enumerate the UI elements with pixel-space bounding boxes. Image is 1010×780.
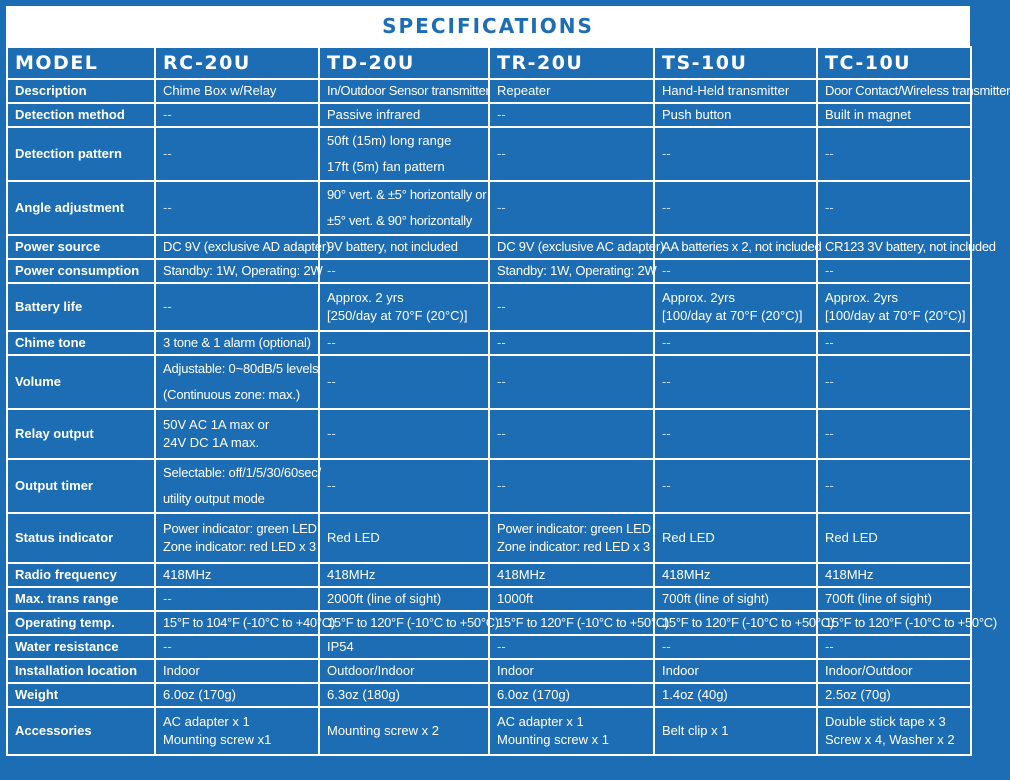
spec-value: IP54 <box>327 639 354 654</box>
spec-cell <box>155 355 319 409</box>
spec-value: 6.0oz (170g) <box>163 687 236 702</box>
spec-cell <box>817 331 971 355</box>
spec-value: -- <box>662 374 671 389</box>
spec-cell <box>489 513 654 563</box>
spec-cell <box>817 79 1010 103</box>
model-name: TS-10U <box>654 47 817 79</box>
spec-cell <box>319 235 489 259</box>
spec-cell <box>654 409 817 459</box>
spec-value: 2.5oz (70g) <box>825 687 891 702</box>
spec-value: -- <box>825 478 834 493</box>
spec-value: Indoor <box>662 663 699 678</box>
spec-cell <box>817 563 971 587</box>
spec-cell <box>155 331 319 355</box>
spec-cell <box>489 259 657 283</box>
spec-value: AA batteries x 2, not included <box>662 239 822 254</box>
spec-value: -- <box>662 335 671 350</box>
spec-value: 50V AC 1A max or 24V DC 1A max. <box>163 417 270 450</box>
spec-cell <box>319 181 489 235</box>
spec-row <box>7 611 971 635</box>
spec-row <box>7 707 971 755</box>
spec-row <box>7 587 971 611</box>
spec-value: -- <box>825 374 834 389</box>
spec-cell <box>654 513 817 563</box>
spec-row <box>7 683 971 707</box>
spec-cell <box>654 127 817 181</box>
spec-value: -- <box>327 426 336 441</box>
spec-cell <box>319 331 489 355</box>
spec-cell <box>817 683 971 707</box>
spec-value: 6.0oz (170g) <box>497 687 570 702</box>
row-label: Radio frequency <box>7 563 155 587</box>
spec-row <box>7 181 971 235</box>
spec-value: Belt clip x 1 <box>662 723 729 738</box>
spec-row <box>7 79 971 103</box>
row-label: Installation location <box>7 659 155 683</box>
spec-value: -- <box>497 299 506 314</box>
spec-cell <box>155 181 319 235</box>
row-label: Weight <box>7 683 155 707</box>
spec-cell <box>319 563 489 587</box>
spec-cell <box>489 181 654 235</box>
spec-value: Approx. 2 yrs [250/day at 70°F (20°C)] <box>327 290 468 323</box>
spec-cell <box>489 283 654 331</box>
spec-cell <box>654 181 817 235</box>
spec-cell <box>319 103 489 127</box>
spec-cell <box>319 659 489 683</box>
spec-row <box>7 103 971 127</box>
spec-value: -- <box>497 639 506 654</box>
spec-cell <box>654 103 817 127</box>
spec-cell <box>817 127 971 181</box>
spec-value: -- <box>327 263 336 278</box>
spec-value: 6.3oz (180g) <box>327 687 400 702</box>
spec-value: Standby: 1W, Operating: 2W <box>163 263 323 278</box>
spec-value: 9V battery, not included <box>327 239 458 254</box>
spec-value: 15°F to 120°F (-10°C to +50°C) <box>662 615 834 630</box>
spec-value: Double stick tape x 3 Screw x 4, Washer x 2 <box>825 714 955 747</box>
spec-value: Chime Box w/Relay <box>163 83 277 98</box>
spec-cell <box>489 683 654 707</box>
spec-value: 418MHz <box>662 567 711 582</box>
spec-value: -- <box>163 299 172 314</box>
spec-value: Built in magnet <box>825 107 911 122</box>
model-name: TR-20U <box>489 47 654 79</box>
spec-row <box>7 635 971 659</box>
spec-row <box>7 259 971 283</box>
spec-row <box>7 513 971 563</box>
row-label: Detection pattern <box>7 127 155 181</box>
spec-cell <box>489 235 665 259</box>
row-label: Output timer <box>7 459 155 513</box>
spec-cell <box>489 707 654 755</box>
spec-cell <box>817 611 997 635</box>
row-label: Status indicator <box>7 513 155 563</box>
row-label: Description <box>7 79 155 103</box>
spec-row <box>7 459 971 513</box>
spec-cell <box>654 707 817 755</box>
spec-value: -- <box>662 146 671 161</box>
spec-value: Standby: 1W, Operating: 2W <box>497 263 657 278</box>
spec-value: 418MHz <box>327 567 376 582</box>
spec-cell <box>489 459 654 513</box>
spec-cell <box>817 635 971 659</box>
row-label: Max. trans range <box>7 587 155 611</box>
spec-cell <box>654 659 817 683</box>
spec-cell <box>155 409 319 459</box>
spec-cell <box>319 587 489 611</box>
spec-cell <box>319 707 489 755</box>
spec-value: -- <box>497 374 506 389</box>
spec-value: 15°F to 120°F (-10°C to +50°C) <box>497 615 669 630</box>
spec-cell <box>319 409 489 459</box>
spec-value: Indoor <box>163 663 200 678</box>
spec-cell <box>155 259 323 283</box>
spec-cell <box>489 409 654 459</box>
spec-cell <box>654 331 817 355</box>
spec-value: 15°F to 120°F (-10°C to +50°C) <box>327 615 499 630</box>
spec-cell <box>489 563 654 587</box>
spec-cell <box>155 459 322 513</box>
spec-value: Push button <box>662 107 732 122</box>
spec-value: AC adapter x 1 Mounting screw x 1 <box>497 714 609 747</box>
spec-value: 2000ft (line of sight) <box>327 591 442 606</box>
spec-value: -- <box>662 263 671 278</box>
spec-value: AC adapter x 1 Mounting screw x1 <box>163 714 272 747</box>
spec-cell <box>319 259 489 283</box>
spec-cell <box>817 283 971 331</box>
spec-value: 700ft (line of sight) <box>825 591 932 606</box>
spec-cell <box>319 127 489 181</box>
spec-value: Indoor <box>497 663 534 678</box>
title-bar <box>6 6 970 46</box>
specifications-table <box>6 46 1010 756</box>
spec-row <box>7 283 971 331</box>
spec-cell <box>817 459 971 513</box>
spec-value: -- <box>497 200 506 215</box>
spec-value: 50ft (15m) long range 17ft (5m) fan pattern <box>327 133 452 174</box>
spec-cell <box>489 659 654 683</box>
row-label: Relay output <box>7 409 155 459</box>
spec-value: -- <box>825 263 834 278</box>
row-label: Power source <box>7 235 155 259</box>
spec-value: Outdoor/Indoor <box>327 663 415 678</box>
spec-value: Mounting screw x 2 <box>327 723 439 738</box>
spec-value: -- <box>327 335 336 350</box>
spec-cell <box>817 103 971 127</box>
row-label: Operating temp. <box>7 611 155 635</box>
spec-cell <box>817 355 971 409</box>
spec-value: Red LED <box>327 530 380 545</box>
model-name: TC-10U <box>817 47 971 79</box>
spec-value: CR123 3V battery, not included <box>825 239 996 254</box>
spec-value: -- <box>163 146 172 161</box>
spec-cell <box>489 611 669 635</box>
spec-value: Power indicator: green LED Zone indicator: red LED x 3 <box>497 521 651 554</box>
spec-cell <box>319 635 489 659</box>
spec-cell <box>155 103 319 127</box>
spec-value: -- <box>327 374 336 389</box>
spec-cell <box>319 355 489 409</box>
spec-value: -- <box>497 107 506 122</box>
spec-cell <box>817 513 971 563</box>
spec-cell <box>155 707 319 755</box>
spec-cell <box>654 587 817 611</box>
row-label: Angle adjustment <box>7 181 155 235</box>
spec-value: Power indicator: green LED Zone indicator: red LED x 3 <box>163 521 317 554</box>
spec-value: -- <box>163 591 172 606</box>
spec-cell <box>489 587 654 611</box>
spec-value: -- <box>825 426 834 441</box>
spec-row <box>7 355 971 409</box>
spec-value: Red LED <box>825 530 878 545</box>
spec-value: Approx. 2yrs [100/day at 70°F (20°C)] <box>662 290 803 323</box>
spec-value: -- <box>662 200 671 215</box>
spec-cell <box>489 103 654 127</box>
spec-row <box>7 235 971 259</box>
spec-value: Passive infrared <box>327 107 421 122</box>
spec-value: Indoor/Outdoor <box>825 663 913 678</box>
spec-value: 3 tone & 1 alarm (optional) <box>163 335 311 350</box>
spec-cell <box>817 659 971 683</box>
spec-value: DC 9V (exclusive AC adapter) <box>497 239 665 254</box>
spec-cell <box>319 459 489 513</box>
page-title: SPECIFICATIONS <box>382 14 594 38</box>
spec-cell <box>155 611 335 635</box>
spec-value: In/Outdoor Sensor transmitter <box>327 83 490 98</box>
spec-row <box>7 659 971 683</box>
spec-value: Hand-Held transmitter <box>662 83 790 98</box>
spec-rows <box>7 79 1010 755</box>
spec-row <box>7 331 971 355</box>
spec-cell <box>155 127 319 181</box>
spec-value: 418MHz <box>163 567 212 582</box>
spec-cell <box>654 563 817 587</box>
spec-value: Selectable: off/1/5/30/60sec/ utility output mode <box>163 465 322 506</box>
spec-cell <box>817 409 971 459</box>
spec-value: Adjustable: 0~80dB/5 levels (Continuous zone: max.) <box>163 361 319 402</box>
spec-cell <box>817 259 971 283</box>
model-name: RC-20U <box>155 47 319 79</box>
spec-cell <box>155 79 319 103</box>
spec-cell <box>654 459 817 513</box>
spec-value: 1.4oz (40g) <box>662 687 728 702</box>
spec-cell <box>817 707 971 755</box>
spec-value: Approx. 2yrs [100/day at 70°F (20°C)] <box>825 290 966 323</box>
spec-cell <box>489 331 654 355</box>
spec-cell <box>155 587 319 611</box>
spec-cell <box>155 563 319 587</box>
spec-cell <box>155 235 331 259</box>
spec-value: 418MHz <box>825 567 874 582</box>
spec-cell <box>654 355 817 409</box>
spec-cell <box>489 79 654 103</box>
spec-cell <box>817 587 971 611</box>
spec-row <box>7 563 971 587</box>
spec-cell <box>319 683 489 707</box>
spec-cell <box>654 611 834 635</box>
model-header-row <box>7 47 971 79</box>
spec-cell <box>319 513 489 563</box>
spec-value: 15°F to 104°F (-10°C to +40°C) <box>163 615 335 630</box>
spec-cell <box>319 611 499 635</box>
model-name: TD-20U <box>319 47 489 79</box>
row-label: Water resistance <box>7 635 155 659</box>
spec-cell <box>319 79 489 103</box>
spec-value: -- <box>825 335 834 350</box>
spec-cell <box>155 659 319 683</box>
spec-value: -- <box>497 335 506 350</box>
spec-cell <box>489 635 654 659</box>
spec-value: 90° vert. & ±5° horizontally or ±5° vert. & 90° horizontally <box>327 187 487 228</box>
spec-cell <box>319 283 489 331</box>
spec-value: -- <box>497 478 506 493</box>
spec-value: -- <box>825 639 834 654</box>
spec-value: -- <box>662 639 671 654</box>
spec-value: 15°F to 120°F (-10°C to +50°C) <box>825 615 997 630</box>
spec-value: Repeater <box>497 83 551 98</box>
spec-value: 1000ft <box>497 591 534 606</box>
spec-cell <box>654 235 822 259</box>
spec-value: DC 9V (exclusive AD adapter) <box>163 239 331 254</box>
spec-cell <box>155 683 319 707</box>
spec-cell <box>654 79 817 103</box>
row-label: Battery life <box>7 283 155 331</box>
row-label: Chime tone <box>7 331 155 355</box>
spec-value: Red LED <box>662 530 715 545</box>
spec-cell <box>489 355 654 409</box>
spec-value: -- <box>163 107 172 122</box>
spec-cell <box>654 259 817 283</box>
spec-value: 418MHz <box>497 567 546 582</box>
spec-value: Door Contact/Wireless transmitter <box>825 83 1010 98</box>
row-label: Power consumption <box>7 259 155 283</box>
row-label: Accessories <box>7 707 155 755</box>
spec-cell <box>155 635 319 659</box>
spec-cell <box>817 235 996 259</box>
spec-value: -- <box>662 478 671 493</box>
spec-value: -- <box>327 478 336 493</box>
spec-cell <box>489 127 654 181</box>
spec-cell <box>654 635 817 659</box>
spec-row <box>7 409 971 459</box>
spec-value: -- <box>497 146 506 161</box>
spec-cell <box>654 283 817 331</box>
spec-cell <box>155 283 319 331</box>
spec-value: -- <box>163 639 172 654</box>
spec-cell <box>654 683 817 707</box>
spec-value: -- <box>662 426 671 441</box>
spec-value: -- <box>163 200 172 215</box>
spec-value: -- <box>497 426 506 441</box>
model-label: MODEL <box>7 47 155 79</box>
spec-cell <box>817 181 971 235</box>
row-label: Volume <box>7 355 155 409</box>
spec-value: 700ft (line of sight) <box>662 591 769 606</box>
spec-cell <box>155 513 319 563</box>
spec-value: -- <box>825 200 834 215</box>
row-label: Detection method <box>7 103 155 127</box>
spec-row <box>7 127 971 181</box>
spec-value: -- <box>825 146 834 161</box>
